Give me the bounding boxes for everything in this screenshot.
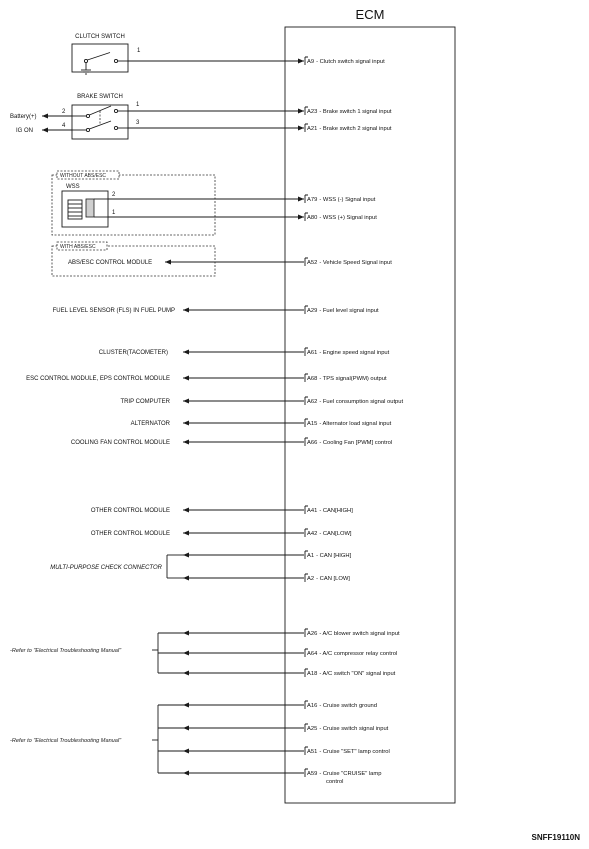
- esc-eps-module-label: ESC CONTROL MODULE, EPS CONTROL MODULE: [26, 376, 170, 382]
- fuel-level-sensor-label: FUEL LEVEL SENSOR (FLS) IN FUEL PUMP: [52, 308, 175, 314]
- alternator-label: ALTERNATOR: [130, 421, 170, 427]
- pin-description: - Fuel consumption signal output: [319, 399, 404, 405]
- pin-description: - Cruise "CRUISE" lamp: [319, 771, 382, 777]
- pin-id: A59: [307, 771, 318, 777]
- pin-description: - A/C compressor relay control: [319, 651, 398, 657]
- pin-id: A66: [307, 440, 318, 446]
- pin-label: [307, 749, 390, 755]
- pin-id: A61: [307, 350, 318, 356]
- ecm-box: [285, 27, 455, 803]
- pin-description: - A/C blower switch signal input: [319, 631, 400, 637]
- pin-description: - WSS (-) Signal input: [319, 197, 376, 203]
- pin-label: [307, 531, 352, 537]
- pin-id: A80: [307, 215, 318, 221]
- check-connector-label: MULTI-PURPOSE CHECK CONNECTOR: [50, 565, 162, 571]
- without-abs-esc-tag-text: WITHOUT ABS/ESC: [60, 173, 107, 179]
- pin-label: [307, 350, 390, 356]
- pin-id: A79: [307, 197, 318, 203]
- pin-id: A9: [307, 59, 315, 65]
- ecm-pin: [305, 551, 352, 559]
- wss-label: WSS: [66, 184, 80, 190]
- pin-description: - WSS (+) Signal input: [319, 215, 377, 221]
- pin-description: - Fuel level signal input: [319, 308, 379, 314]
- brake-switch-pin-1: 1: [136, 102, 140, 108]
- refer-manual-ac-label: -Refer to "Electrical Troubleshooting Manual": [10, 648, 122, 654]
- pin-label: [307, 651, 397, 657]
- pin-label: [307, 576, 350, 582]
- pin-description: - Cruise switch signal input: [319, 726, 389, 732]
- ecm-pin: [305, 195, 376, 203]
- pin-label: [307, 508, 353, 514]
- pin-label: [307, 726, 389, 732]
- wheel-speed-sensor: [62, 191, 108, 227]
- other-control-module-2-label: OTHER CONTROL MODULE: [90, 531, 170, 537]
- pin-id: A62: [307, 399, 318, 405]
- pin-description: - CAN [LOW]: [316, 576, 350, 582]
- ecm-pin: [305, 574, 350, 582]
- cooling-fan-module-label: COOLING FAN CONTROL MODULE: [70, 440, 170, 446]
- pin-label: [307, 260, 392, 266]
- abs-esc-module-label: ABS/ESC CONTROL MODULE: [68, 260, 153, 266]
- pin-label: [307, 59, 385, 65]
- ecm-pin: [305, 701, 377, 709]
- check-connector-bracket: [167, 555, 183, 578]
- trip-computer-label: TRIP COMPUTER: [120, 399, 170, 405]
- pin-label: [307, 376, 387, 382]
- pin-description-continued: control: [326, 779, 344, 785]
- pin-id: A52: [307, 260, 318, 266]
- brake-switch: [72, 105, 128, 139]
- pin-id: A18: [307, 671, 318, 677]
- pin-description: - Cruise "SET" lamp control: [319, 749, 390, 755]
- brake-switch-pin-4: 4: [62, 123, 66, 129]
- cluster-label: CLUSTER(TACOMETER): [98, 350, 168, 356]
- pin-id: A21: [307, 126, 318, 132]
- pin-description: - Brake switch 1 signal input: [319, 109, 392, 115]
- pin-id: A29: [307, 308, 318, 314]
- ecm-pin: [305, 629, 400, 637]
- pin-description: - TPS signal(PWM) output: [319, 376, 387, 382]
- pin-id: A68: [307, 376, 318, 382]
- pin-description: - CAN [HIGH]: [316, 553, 352, 559]
- pin-description: - Cooling Fan [PWM] control: [319, 440, 393, 446]
- ecm-pin: [305, 213, 377, 221]
- pin-description: - Engine speed signal input: [319, 350, 390, 356]
- pin-id: A2: [307, 576, 315, 582]
- pin-id: A15: [307, 421, 318, 427]
- pin-label: [307, 109, 392, 115]
- pin-id: A23: [307, 109, 318, 115]
- other-control-module-1-label: OTHER CONTROL MODULE: [90, 508, 170, 514]
- ecm-pin: [305, 57, 385, 65]
- ac-bracket: [152, 633, 183, 673]
- pin-label: [307, 421, 392, 427]
- clutch-switch-pin-1: 1: [137, 48, 141, 54]
- wss-pin-2: 2: [112, 192, 116, 198]
- brake-switch-pin-3: 3: [136, 120, 140, 126]
- ecm-title: ECM: [355, 7, 385, 22]
- ecm-pin: [305, 306, 379, 314]
- pin-id: A25: [307, 726, 318, 732]
- ecm-pin: [305, 397, 403, 405]
- pin-description: - CAN[LOW]: [319, 531, 352, 537]
- battery-label: Battery(+): [10, 114, 37, 120]
- pin-description: - Brake switch 2 signal input: [319, 126, 392, 132]
- pin-label: [307, 553, 352, 559]
- brake-switch-pin-2: 2: [62, 109, 66, 115]
- ecm-pin: [305, 649, 397, 657]
- pin-label: [307, 399, 403, 405]
- ecm-pin: [305, 669, 396, 677]
- ecm-pin: [305, 529, 352, 537]
- brake-switch-label: BRAKE SWITCH: [77, 94, 123, 100]
- ecm-pin: [305, 506, 353, 514]
- pin-description: - CAN[HIGH]: [319, 508, 353, 514]
- pin-label: [307, 197, 376, 203]
- ig-on-label: IG ON: [16, 128, 34, 134]
- pin-label: [307, 631, 400, 637]
- pin-description: - Vehicle Speed Signal input: [319, 260, 392, 266]
- cruise-bracket: [152, 705, 183, 773]
- ecm-pin: [305, 374, 387, 382]
- pin-description: - Alternator load signal input: [319, 421, 392, 427]
- refer-manual-cruise-label: -Refer to "Electrical Troubleshooting Manual": [10, 738, 122, 744]
- clutch-switch: [72, 44, 128, 74]
- pin-label: [307, 671, 396, 677]
- pin-id: A41: [307, 508, 318, 514]
- pin-description: - Clutch switch signal input: [316, 59, 385, 65]
- pin-description: - Cruise switch ground: [319, 703, 377, 709]
- wss-pin-1: 1: [112, 210, 116, 216]
- pin-id: A64: [307, 651, 318, 657]
- pin-id: A16: [307, 703, 318, 709]
- pin-description: - A/C switch "ON" signal input: [319, 671, 396, 677]
- pin-id: A51: [307, 749, 318, 755]
- figure-code: SNFF19110N: [531, 833, 580, 842]
- pin-label: [307, 440, 392, 446]
- clutch-switch-label: CLUTCH SWITCH: [75, 34, 125, 40]
- pin-id: A42: [307, 531, 318, 537]
- with-abs-esc-tag-text: WITH ABS/ESC: [60, 244, 96, 250]
- pin-id: A1: [307, 553, 315, 559]
- pin-id: A26: [307, 631, 318, 637]
- pin-label: [307, 126, 392, 132]
